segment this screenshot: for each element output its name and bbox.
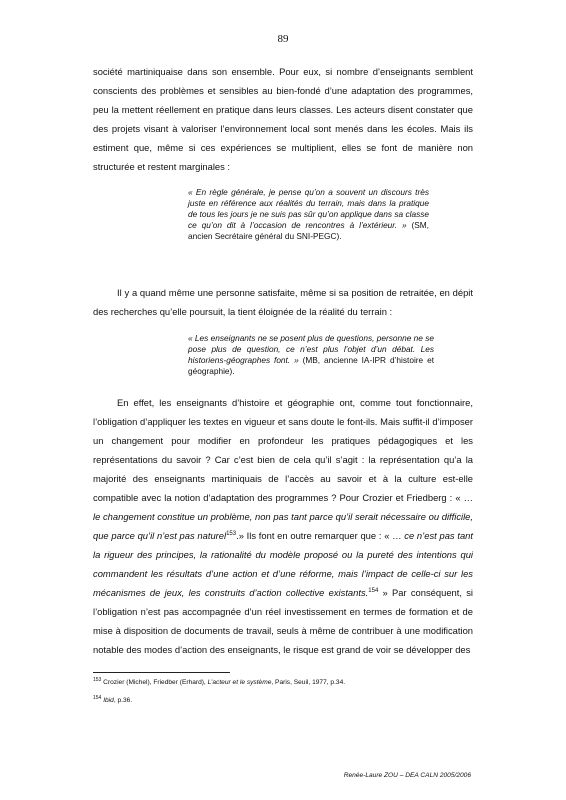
- block-quote-1: [188, 187, 429, 242]
- paragraph-3-part-a: En effet, les enseignants d’histoire et géographie ont, comme tout fonctionnaire, l’obligation d’appliquer les textes en vigueur et sans doute le font-ils. Mais suffit-il d’imposer un changement pour modifier en profondeur les pratiques pédagogiques et les représentations du savoir ? Car c’est bien de cela qu’il s’agit : la représentation qu’a la majorité des enseignants martiniquais de l’accès au savoir et à la culture est-elle compatible avec la notion d’adaptation des programmes ? Pour Crozier et Friedberg : « …: [93, 397, 473, 503]
- paragraph-1-text: société martiniquaise dans son ensemble. Pour eux, si nombre d’enseignants semblent conscients des problèmes et sensibles au bien-fondé d’une adaptation des programmes, peu la mettent réellement en pratique dans leurs classes. Les acteurs disent constater que des projets visant à valoriser l’environnement local sont menés dans les écoles. Mais ils estiment que, même si ces expériences se multiplient, elles se font de manière non structurée et restent marginales :: [93, 66, 473, 172]
- footnote-ref-154: 154: [368, 587, 379, 594]
- quote-1-text: « En règle générale, je pense qu’on a souvent un discours très juste en référence aux réalités du terrain, mais dans la pratique de tous les jours je ne suis pas sûr qu’on applique dans sa classe ce qu’on dit à l’occasion de rencontres à l’extérieur. »: [188, 187, 429, 230]
- quote-2-attribution: (MB, ancienne IA-IPR d’histoire et géographie).: [188, 355, 434, 376]
- paragraph-3-part-e: » Par conséquent, si l’obligation n’est pas accompagnée d’un réel investissement en termes de formation et de mise à disposition de documents de travail, seuls à même de contribuer à une modification notable des modes d’action des enseignants, le risque est grand de voir se développer des: [93, 587, 473, 655]
- footnote-153-pre: Crozier (Michel), Friedber (Erhard),: [101, 679, 208, 686]
- paragraph-2-text: Il y a quand même une personne satisfaite, même si sa position de retraitée, en dépit des recherches qu’elle poursuit, la tient éloignée de la réalité du terrain :: [93, 287, 473, 317]
- footnote-154-number: 154: [93, 694, 102, 701]
- crozier-quote-2: ce n’est pas tant la rigueur des principes, la rationalité du modèle proposé ou la pureté des intentions qui commandent les résultats d’une action et d’une réforme, mais l’impact de celle-ci sur les mécanismes de jeux, les construits d’action collective existants.: [93, 530, 473, 598]
- quote-1-attribution: (SM, ancien Secrétaire général du SNI-PEGC).: [188, 220, 429, 241]
- paragraph-1: [93, 62, 473, 176]
- crozier-quote-1: le changement constitue un problème, non pas tant parce qu’il serait nécessaire ou difficile, que parce qu’il n’est pas naturel: [93, 511, 473, 541]
- paragraph-3-part-c: .» Ils font en outre remarquer que : « …: [236, 530, 405, 541]
- paragraph-3: [93, 393, 473, 659]
- footnote-153-title: L’acteur et le système: [207, 679, 272, 686]
- footnote-154-post: , p.36.: [113, 697, 133, 704]
- block-quote-2: [188, 333, 434, 377]
- paragraph-2: [93, 283, 473, 321]
- page-number: 89: [277, 33, 289, 45]
- paragraph-3-text: [93, 393, 473, 659]
- footnote-separator: [93, 672, 230, 673]
- footnote-153-post: , Paris, Seuil, 1977, p.34.: [271, 679, 346, 686]
- footnote-154-title: Ibid: [103, 697, 114, 704]
- footnote-153: [93, 678, 345, 687]
- footnote-ref-153: 153: [226, 530, 237, 537]
- footnote-154: [93, 696, 132, 705]
- quote-2-text: « Les enseignants ne se posent plus de questions, personne ne se pose plus de question, ce n’est plus l’objet d’un débat. Les historiens-géographes font. »: [188, 333, 434, 365]
- page-footer: Renée-Laure ZOU – DEA CALN 2005/2006: [343, 772, 471, 779]
- footnote-153-number: 153: [93, 676, 102, 683]
